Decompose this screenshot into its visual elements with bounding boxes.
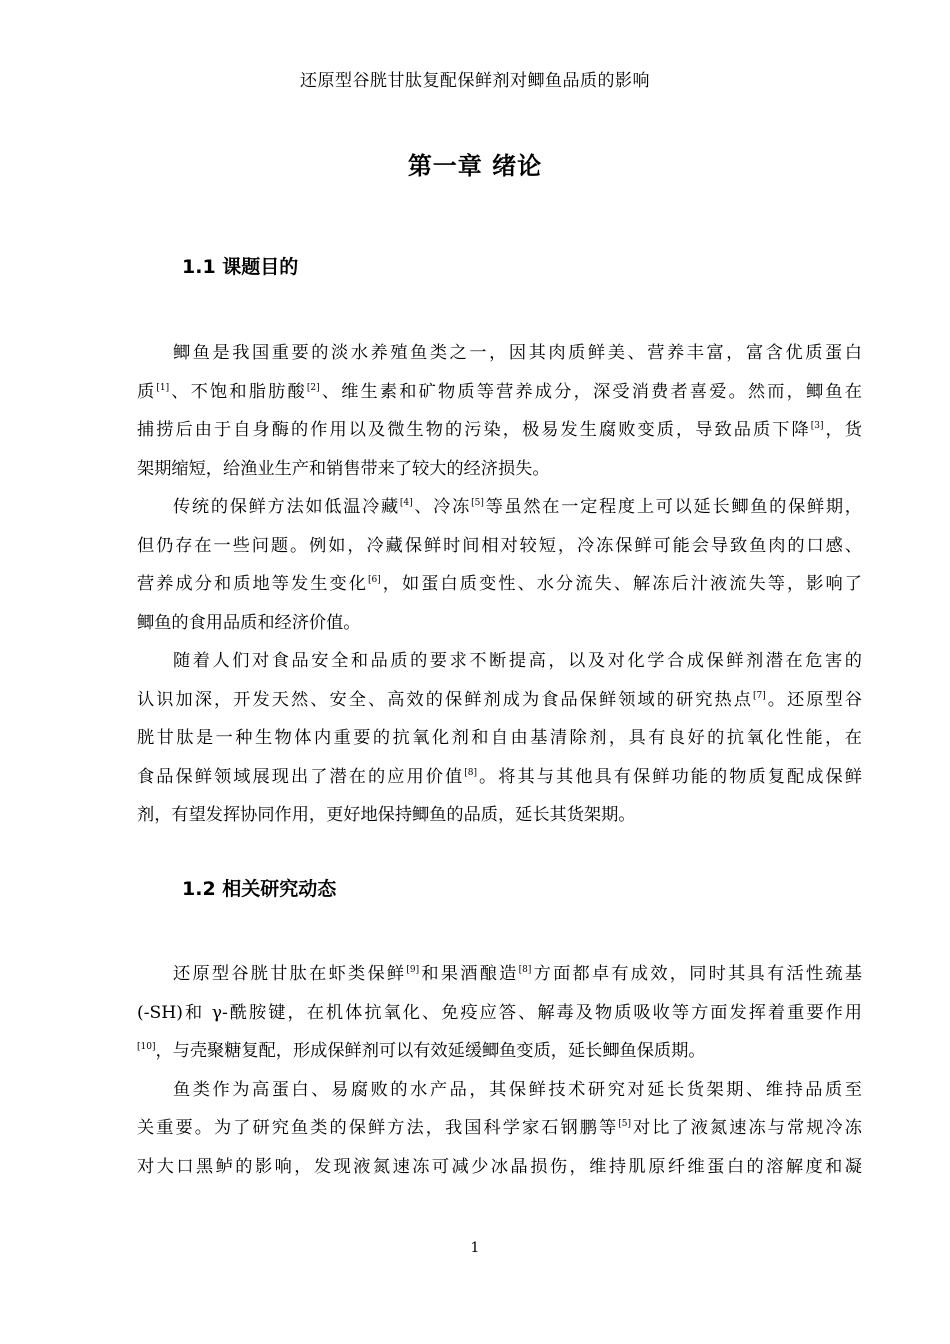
text-line [137,373,862,412]
citation-ref: [7] [752,690,766,701]
text-run: 架期缩短，给渔业生产和销售带来了较大的经济损失。 [137,458,550,479]
citation-ref: [5] [618,1119,631,1129]
text-line [137,955,862,994]
text-run: 随着人们对食品安全和品质的要求不断提高，以及对化学合成保鲜剂潜在危害的 [173,651,862,671]
text-run: 等虽然在一定程度上可以延长鲫鱼的保鲜期， [483,497,862,517]
citation-ref: [3] [810,421,824,431]
text-line [137,565,862,604]
text-run: 认识加深，开发天然、安全、高效的保鲜剂成为食品保鲜领域的研究热点 [137,689,753,710]
text-run: 胱甘肽是一种生物体内重要的抗氧化剂和自由基清除剂，具有良好的抗氧化性能，在 [137,728,862,748]
text-line [137,796,862,835]
text-line [137,1032,862,1071]
text-run: 捕捞后由于自身酶的作用以及微生物的污染，极易发生腐败变质，导致品质下降 [137,420,811,440]
text-line [137,681,862,720]
citation-ref: [10] [137,1042,156,1052]
text-line [137,1071,862,1110]
text-line [137,450,862,489]
text-line [137,1109,862,1148]
text-run: 鲫鱼的食用品质和经济价值。 [137,612,361,633]
text-run: 、不饱和脂肪酸 [169,381,307,402]
text-run: (-SH)和 γ-酰胺键，在机体抗氧化、免疫应答、解毒及物质吸收等方面发挥着重要作用 [137,1002,862,1023]
paragraph [137,488,862,642]
paragraph [137,334,862,488]
citation-ref: [1] [156,382,170,393]
text-line [137,488,862,527]
text-run: 食品保鲜领域展现出了潜在的应用价值 [137,766,465,787]
section-heading-1-1: 1.1 课题目的 [182,256,299,278]
text-run: 鱼类作为高蛋白、易腐败的水产品，其保鲜技术研究对延长货架期、维持品质至 [173,1079,862,1100]
text-line [137,719,862,758]
citation-ref: [9] [406,965,420,975]
text-run: 关重要。为了研究鱼类的保鲜方法，我国科学家石钢鹏等 [137,1118,619,1138]
text-run: 质 [137,381,157,402]
text-run: 营养成分和质地等发生变化 [137,574,368,594]
text-line [137,1148,862,1187]
section-1-2-body [137,955,862,1186]
text-run: ，如蛋白质变性、水分流失、解冻后汁液流失等，影响了 [380,574,862,594]
text-run: 对比了液氮速冻与常规冷冻 [630,1118,862,1138]
text-run: 。将其与其他具有保鲜功能的物质复配成保鲜 [477,766,862,787]
text-run: 、冷冻 [412,497,472,517]
text-run: ，与壳聚糖复配，形成保鲜剂可以有效延缓鲫鱼变质，延长鲫鱼保质期。 [155,1041,706,1061]
paragraph [137,1071,862,1187]
citation-ref: [4] [399,498,413,508]
section-1-1-body [137,334,862,835]
citation-ref: [2] [306,382,320,393]
text-line [137,411,862,450]
chapter-title: 第一章 绪论 [407,152,543,180]
text-run: 剂，有望发挥协同作用，更好地保持鲫鱼的品质，延长其货架期。 [137,805,636,825]
text-run: ，货 [823,420,862,440]
paragraph [137,955,862,1071]
text-run: 和果酒酿造 [419,964,519,984]
citation-ref: [5] [471,498,484,508]
text-run: 鲫鱼是我国重要的淡水养殖鱼类之一，因其肉质鲜美、营养丰富，富含优质蛋白 [173,343,862,363]
citation-ref: [8] [464,767,477,778]
text-run: 但仍存在一些问题。例如，冷藏保鲜时间相对较短，冷冻保鲜可能会导致鱼肉的口感、 [137,535,862,556]
text-run: 方面都卓有成效，同时其具有活性巯基 [531,964,862,984]
page-number: 1 [470,1240,480,1256]
text-line [137,604,862,643]
running-header: 还原型谷胱甘肽复配保鲜剂对鲫鱼品质的影响 [300,71,650,91]
section-heading-1-2: 1.2 相关研究动态 [182,878,337,900]
citation-ref: [8] [518,965,532,975]
text-line [137,758,862,797]
text-run: 。还原型谷 [765,689,862,710]
citation-ref: [6] [368,575,381,585]
text-line [137,642,862,681]
text-run: 对大口黑鲈的影响，发现液氮速冻可减少冰晶损伤，维持肌原纤维蛋白的溶解度和凝 [137,1156,862,1177]
text-line [137,334,862,373]
paragraph [137,642,862,835]
text-run: 还原型谷胱甘肽在虾类保鲜 [173,964,407,984]
text-line [137,994,862,1033]
text-line [137,527,862,566]
text-run: 传统的保鲜方法如低温冷藏 [173,497,400,517]
text-run: 、维生素和矿物质等营养成分，深受消费者喜爱。然而，鲫鱼在 [319,381,862,402]
